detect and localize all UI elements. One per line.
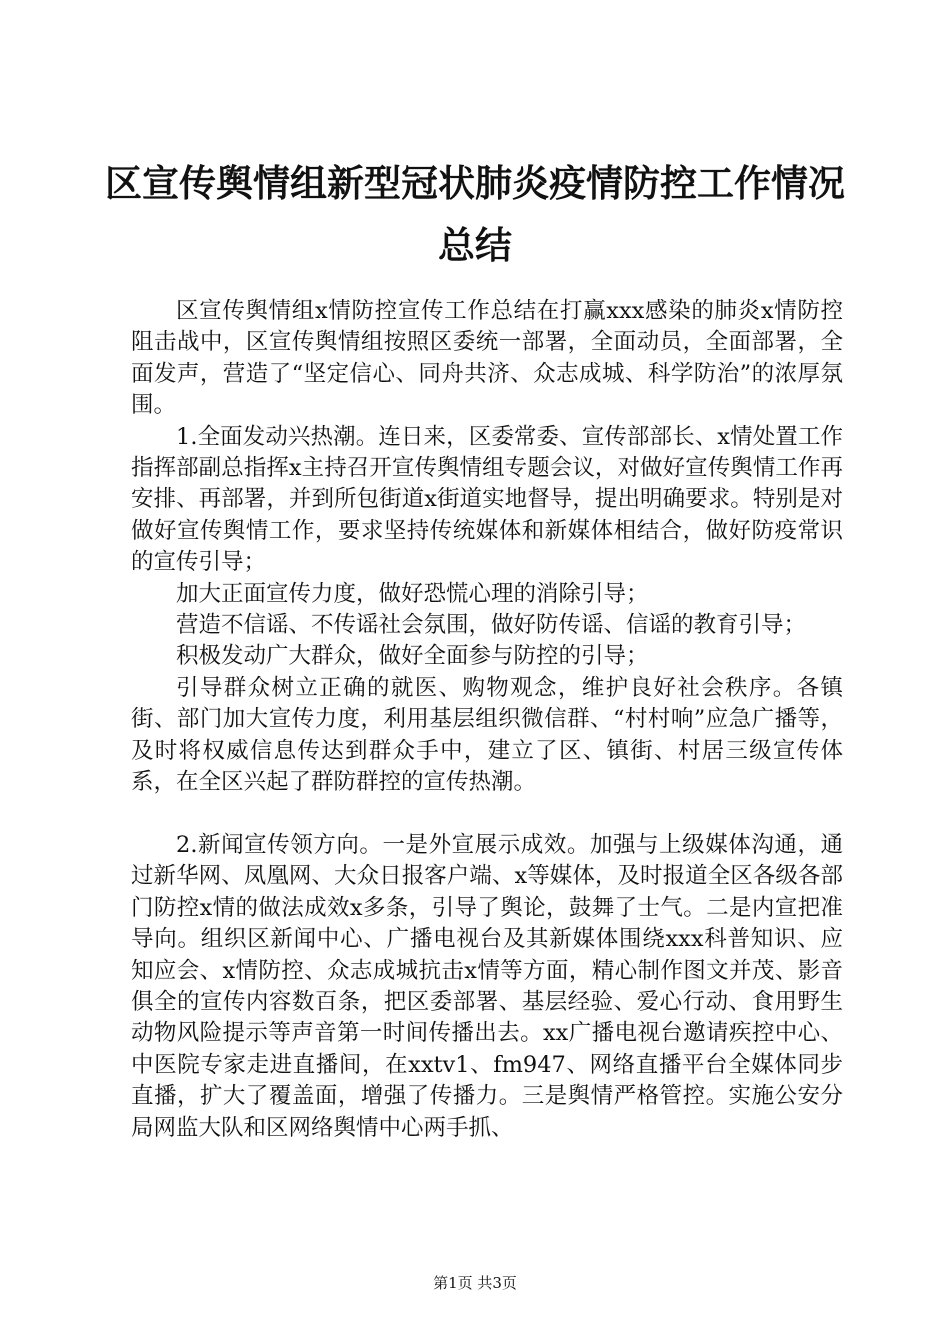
document-title-line-2: 总结 (438, 223, 512, 267)
paragraph-intro: 区宣传舆情组x情防控宣传工作总结在打赢xxx感染的肺炎x情防控阻击战中，区宣传舆情组按照区委统一部署，全面动员，全面部署，全面发声，营造了“坚定信心、同舟共济、众志成城、科学防治”的浓厚氛围。 (131, 298, 843, 419)
page-number-footer: 第1页 共3页 (433, 1274, 517, 1292)
paragraph-anti-rumor: 营造不信谣、不传谣社会氛围，做好防传谣、信谣的教育引导； (176, 612, 807, 639)
paragraph-section-1: 1.全面发动兴热潮。连日来，区委常委、宣传部部长、x情处置工作指挥部副总指挥x主持召开宣传舆情组专题会议，对做好宣传舆情工作再安排、再部署，并到所包街道x街道实地督导，提出明确要求。特别是对做好宣传舆情工作，要求坚持传统媒体和新媒体相结合，做好防疫常识的宣传引导； (131, 423, 843, 576)
paragraph-mobilize-public: 积极发动广大群众，做好全面参与防控的引导； (176, 643, 649, 670)
document-body (131, 296, 843, 1144)
paragraph-guide-public: 引导群众树立正确的就医、购物观念，维护良好社会秩序。各镇街、部门加大宣传力度，利用基层组织微信群、“村村响”应急广播等，及时将权威信息传达到群众手中，建立了区、镇街、村居三级宣传体系，在全区兴起了群防群控的宣传热潮。 (131, 674, 843, 796)
paragraph-positive-publicity: 加大正面宣传力度，做好恐慌心理的消除引导； (176, 580, 649, 607)
document-title-line-1: 区宣传舆情组新型冠状肺炎疫情防控工作情况 (105, 161, 845, 205)
paragraph-section-2: 2.新闻宣传领方向。一是外宣展示成效。加强与上级媒体沟通，通过新华网、凤凰网、大众日报客户端、x等媒体，及时报道全区各级各部门防控x情的做法成效x多条，引导了舆论，鼓舞了士气。二是内宣把准导向。组织区新闻中心、广播电视台及其新媒体围绕xxx科普知识、应知应会、x情防控、众志成城抗击x情等方面，精心制作图文并茂、影音俱全的宣传内容数百条，把区委部署、基层经验、爱心行动、食用野生动物风险提示等声音第一时间传播出去。xx广播电视台邀请疾控中心、中医院专家走进直播间，在xxtv1、fm947、网络直播平台全媒体同步直播，扩大了覆盖面，增强了传播力。三是舆情严格管控。实施公安分局网监大队和区网络舆情中心两手抓、 (131, 831, 843, 1141)
